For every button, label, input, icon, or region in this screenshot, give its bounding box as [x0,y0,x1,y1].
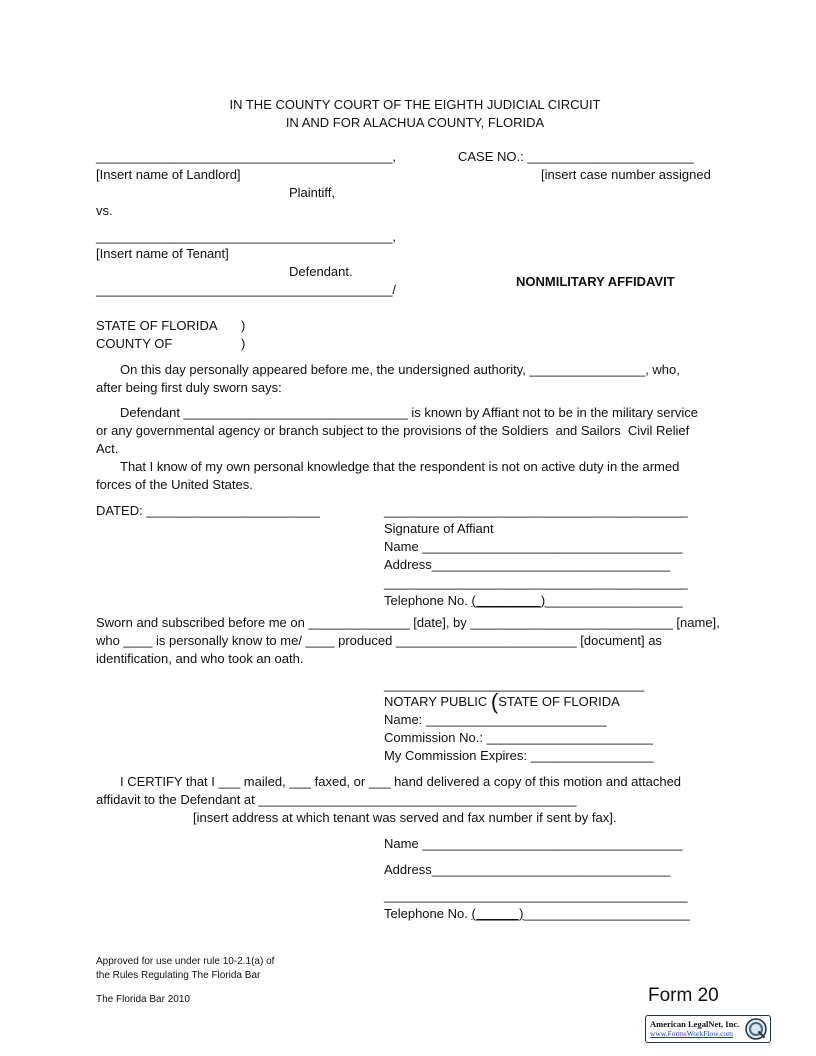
sworn-statement-line1: Sworn and subscribed before me on ______________ [date], by ____________________________ [name], [96,615,720,630]
approval-note-line1: Approved for use under rule 10-2.1(a) of [96,956,275,967]
logo-website-link[interactable]: www.FormsWorkFlow.com [650,1029,734,1038]
sender-address-line2[interactable]: __________________________________________ [384,888,688,903]
approval-note-line2: the Rules Regulating The Florida Bar [96,970,261,981]
venue-paren-1: ) [241,318,246,333]
document-title: NONMILITARY AFFIDAVIT [516,274,675,289]
venue-state: STATE OF FLORIDA [96,318,218,333]
globe-icon [744,1017,768,1041]
case-number-hint: [insert case number assigned [541,167,711,182]
tenant-name-label: [Insert name of Tenant] [96,246,229,261]
commission-number-field[interactable]: Commission No.: _______________________ [384,730,653,745]
tenant-name-blank[interactable]: _________________________________________, [96,229,397,244]
sender-name-field[interactable]: Name ____________________________________ [384,836,683,851]
court-heading-line2: IN AND FOR ALACHUA COUNTY, FLORIDA [285,115,545,130]
area-code-blank[interactable]: (_________) [471,593,546,608]
sworn-statement-line2: who ____ is personally know to me/ ____ produced _________________________ [document] as [96,633,662,648]
notary-paren: ( [490,689,499,714]
telephone-label: Telephone No. [384,906,472,921]
affiant-signature-label: Signature of Affiant [384,521,494,536]
defendant-label: Defendant. [289,264,353,279]
telephone-label: Telephone No. [384,593,472,608]
versus-label: vs. [96,203,113,218]
defendant-paragraph-line2: or any governmental agency or branch subject to the provisions of the Soldiers and Sailors Civil Relief [96,423,690,438]
certify-line1: I CERTIFY that I ___ mailed, ___ faxed, or ___ hand delivered a copy of this motion and attached [120,774,682,789]
plaintiff-label: Plaintiff, [289,185,336,200]
florida-bar-year: The Florida Bar 2010 [96,994,190,1005]
notary-public-label: NOTARY PUBLIC (STATE OF FLORIDA [384,689,620,714]
sender-address-field[interactable]: Address_________________________________ [384,862,671,877]
commission-expires-field[interactable]: My Commission Expires: _________________ [384,748,654,763]
dated-field[interactable]: DATED: ________________________ [96,503,320,518]
form-number: Form 20 [648,985,719,1006]
notary-signature-line[interactable]: ____________________________________ [384,677,645,692]
certify-line2: affidavit to the Defendant at ____________________________________________ [96,792,577,807]
logo-company-name: American LegalNet, Inc. [650,1019,740,1029]
phone-number-blank[interactable]: ___________________ [545,593,683,608]
landlord-name-blank[interactable]: _________________________________________, [96,149,397,164]
venue-county: COUNTY OF [96,336,173,351]
affiant-name-field[interactable]: Name ____________________________________ [384,539,683,554]
defendant-paragraph-line1: Defendant _______________________________ is known by Affiant not to be in the military service [120,405,698,420]
affiant-telephone-field[interactable] [384,593,683,609]
venue-paren-2: ) [241,336,246,351]
affiant-address-line2[interactable]: __________________________________________ [384,575,688,590]
court-heading-line1: IN THE COUNTY COURT OF THE EIGHTH JUDICIAL CIRCUIT [229,97,601,112]
appearance-paragraph-line1: On this day personally appeared before me, the undersigned authority, ________________, who, [120,362,680,377]
affiant-signature-line[interactable]: __________________________________________ [384,503,688,518]
caption-closing-line: _________________________________________/ [96,282,397,297]
certify-hint: [insert address at which tenant was served and fax number if sent by fax]. [193,810,617,825]
sender-telephone-field[interactable] [384,906,690,922]
knowledge-paragraph-line2: forces of the United States. [96,477,253,492]
area-code-blank[interactable]: (______) [471,906,524,921]
notary-name-field[interactable]: Name: _________________________ [384,712,607,727]
american-legalnet-logo[interactable] [645,1015,771,1043]
defendant-paragraph-line3: Act. [96,441,119,456]
phone-number-blank[interactable]: _______________________ [523,906,690,921]
sworn-statement-line3: identification, and who took an oath. [96,651,304,666]
landlord-name-label: [Insert name of Landlord] [96,167,241,182]
knowledge-paragraph-line1: That I know of my own personal knowledge that the respondent is not on active duty in the armed [120,459,680,474]
case-number-field[interactable]: CASE NO.: _______________________ [458,149,694,164]
appearance-paragraph-line2: after being first duly sworn says: [96,380,282,395]
affiant-address-field[interactable]: Address_________________________________ [384,557,671,572]
